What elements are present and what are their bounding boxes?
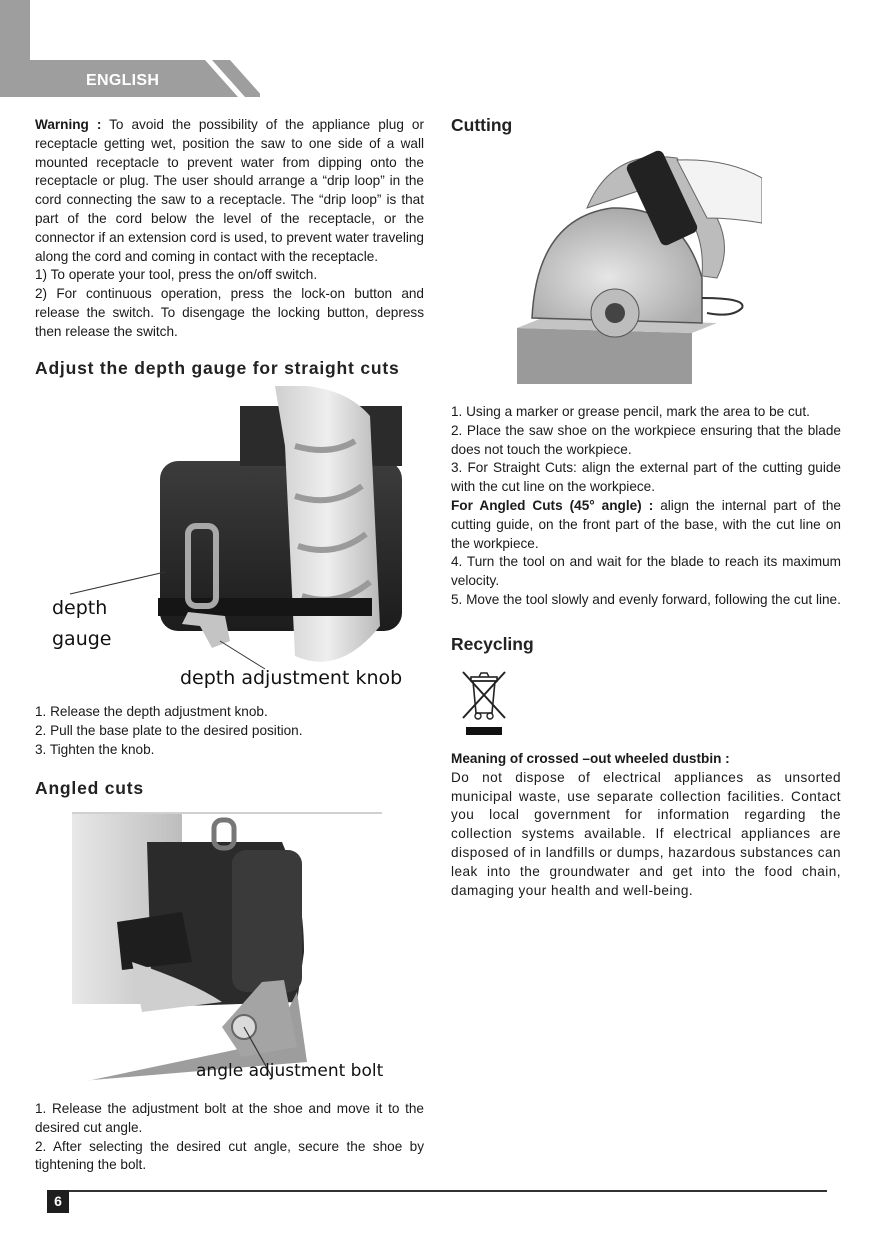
depth-step: 2. Pull the base plate to the desired position. — [35, 723, 303, 738]
warning-text: To avoid the possibility of the appliance plug or receptacle getting wet, position the saw to one side of a wall mounted receptacle to prevent water from dipping onto the receptacle or plug. The user should arrange a “drip loop” in the cord connecting the saw to a receptacle. The “drip loop” is that part of the cord below the level of the receptacle, or the connector if an extension cord is used, to prevent water traveling along the cord and coming in contact with the receptacle. — [35, 117, 424, 264]
recycling-meaning-text: Do not dispose of electrical appliances as unsorted municipal waste, use separate collection facilities. Contact you local government for information regarding the collection systems available. If electrical appliances are disposed of in landfills or dumps, hazardous substances can leak into the groundwater and get into the food chain, damaging your health and well-being. — [451, 769, 841, 898]
warning-paragraph — [35, 116, 424, 266]
angled-cuts-illustration — [72, 812, 382, 1084]
operate-step-1: 1) To operate your tool, press the on/off switch. — [35, 267, 318, 283]
depth-step: 1. Release the depth adjustment knob. — [35, 704, 268, 719]
language-label: ENGLISH — [86, 72, 160, 89]
angled-step: 2. After selecting the desired cut angle, secure the shoe by tightening the bolt. — [35, 1138, 424, 1173]
cutting-steps — [451, 403, 841, 610]
warning-block — [35, 116, 424, 342]
cutting-illustration — [517, 148, 762, 384]
angled-cuts-heading: Angled cuts — [35, 778, 144, 798]
label-angle-bolt: angle adjustment bolt — [196, 1061, 384, 1081]
footer-rule — [69, 1190, 827, 1192]
cutting-heading: Cutting — [451, 115, 513, 135]
angled-steps — [35, 1100, 424, 1175]
cutting-step-1: 1. Using a marker or grease pencil, mark the area to be cut. — [451, 404, 810, 419]
label-depth-knob: depth adjustment knob — [180, 667, 403, 689]
cutting-step-2: 2. Place the saw shoe on the workpiece ensuring that the blade does not touch the workpiece. — [451, 422, 841, 457]
operate-step-2: 2) For continuous operation, press the lock-on button and release the switch. To disengage the locking button, depress then release the switch. — [35, 286, 424, 339]
warning-label: Warning : — [35, 117, 102, 132]
page-number: 6 — [47, 1190, 69, 1213]
angled-cuts-label: For Angled Cuts (45° angle) : — [451, 497, 654, 513]
label-depth: depth — [52, 597, 108, 619]
angled-step: 1. Release the adjustment bolt at the shoe and move it to the desired cut angle. — [35, 1101, 424, 1135]
cutting-step-4: 4. Turn the tool on and wait for the blade to reach its maximum velocity. — [451, 554, 841, 589]
depth-gauge-heading: Adjust the depth gauge for straight cuts — [35, 358, 400, 378]
depth-step: 3. Tighten the knob. — [35, 742, 155, 757]
cutting-step-5: 5. Move the tool slowly and evenly forward, following the cut line. — [451, 591, 841, 607]
label-gauge: gauge — [52, 628, 112, 650]
angled-cuts-text: align the internal part of the cutting guide, on the front part of the base, with the cut line on the workpiece. — [451, 497, 841, 551]
cutting-angled — [451, 497, 841, 553]
recycling-heading: Recycling — [451, 634, 534, 654]
recycling-block — [451, 750, 841, 900]
recycling-meaning-heading: Meaning of crossed –out wheeled dustbin : — [451, 751, 730, 766]
crossed-bin-icon — [460, 669, 508, 739]
depth-steps — [35, 702, 424, 759]
cutting-step-3: 3. For Straight Cuts: align the external part of the cutting guide with the cut line on the workpiece. — [451, 460, 841, 495]
